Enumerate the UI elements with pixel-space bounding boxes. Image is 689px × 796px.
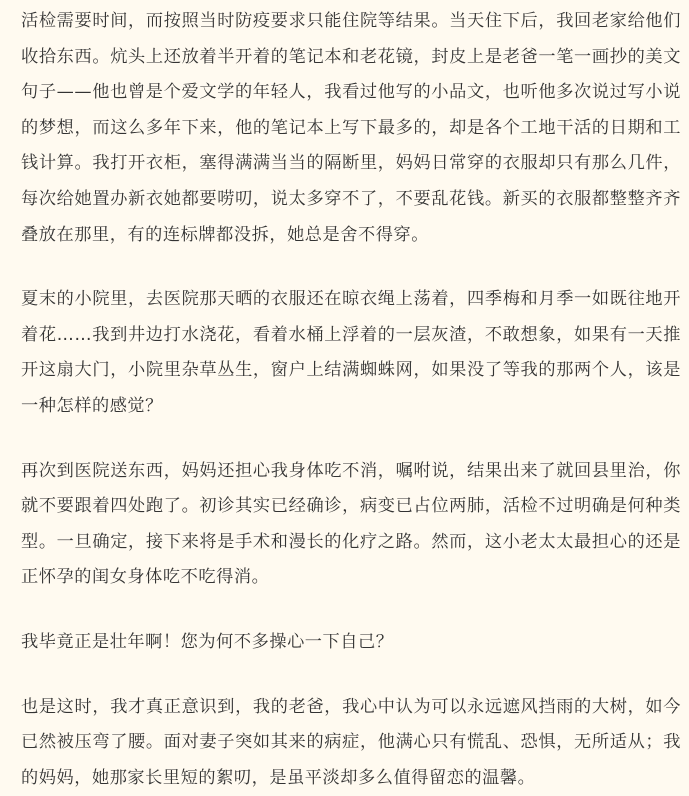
- paragraph-realization: 也是这时，我才真正意识到，我的老爸，我心中认为可以永远遮风挡雨的大树，如今已然被压弯了腰。面对妻子突如其来的病症，他满心只有慌乱、恐惧，无所适从；我的妈妈，她那家长里短的絮叨，是虽平淡却多么值得留恋的温馨。: [21, 690, 681, 796]
- paragraph-courtyard: 夏末的小院里，去医院那天晒的衣服还在晾衣绳上荡着，四季梅和月季一如既往地开着花……我到井边打水浇花，看着水桶上浮着的一层灰渣，不敢想象，如果有一天推开这扇大门，小院里杂草丛生，窗户上结满蜘蛛网，如果没了等我的那两个人，该是一种怎样的感觉？: [21, 282, 681, 424]
- paragraph-question: 我毕竟正是壮年啊！您为何不多操心一下自己？: [21, 625, 681, 661]
- paragraph-biopsy: 活检需要时间，而按照当时防疫要求只能住院等结果。当天住下后，我回老家给他们收拾东西。炕头上还放着半开着的笔记本和老花镜，封皮上是老爸一笔一画抄的美文句子——他也曾是个爱文学的年轻人，我看过他写的小品文，也听他多次说过写小说的梦想，而这么多年下来，他的笔记本上写下最多的，却是各个工地干活的日期和工钱计算。我打开衣柜，塞得满满当当的隔断里，妈妈日常穿的衣服却只有那么几件，每次给她置办新衣她都要唠叨，说太多穿不了，不要乱花钱。新买的衣服都整整齐齐叠放在那里，有的连标牌都没拆，她总是舍不得穿。: [21, 4, 681, 253]
- paragraph-hospital: 再次到医院送东西，妈妈还担心我身体吃不消，嘱咐说，结果出来了就回县里治，你就不要跟着四处跑了。初诊其实已经确诊，病变已占位两肺，活检不过明确是何种类型。一旦确定，接下来将是手术和漫长的化疗之路。然而，这小老太太最担心的还是正怀孕的闺女身体吃不吃得消。: [21, 454, 681, 596]
